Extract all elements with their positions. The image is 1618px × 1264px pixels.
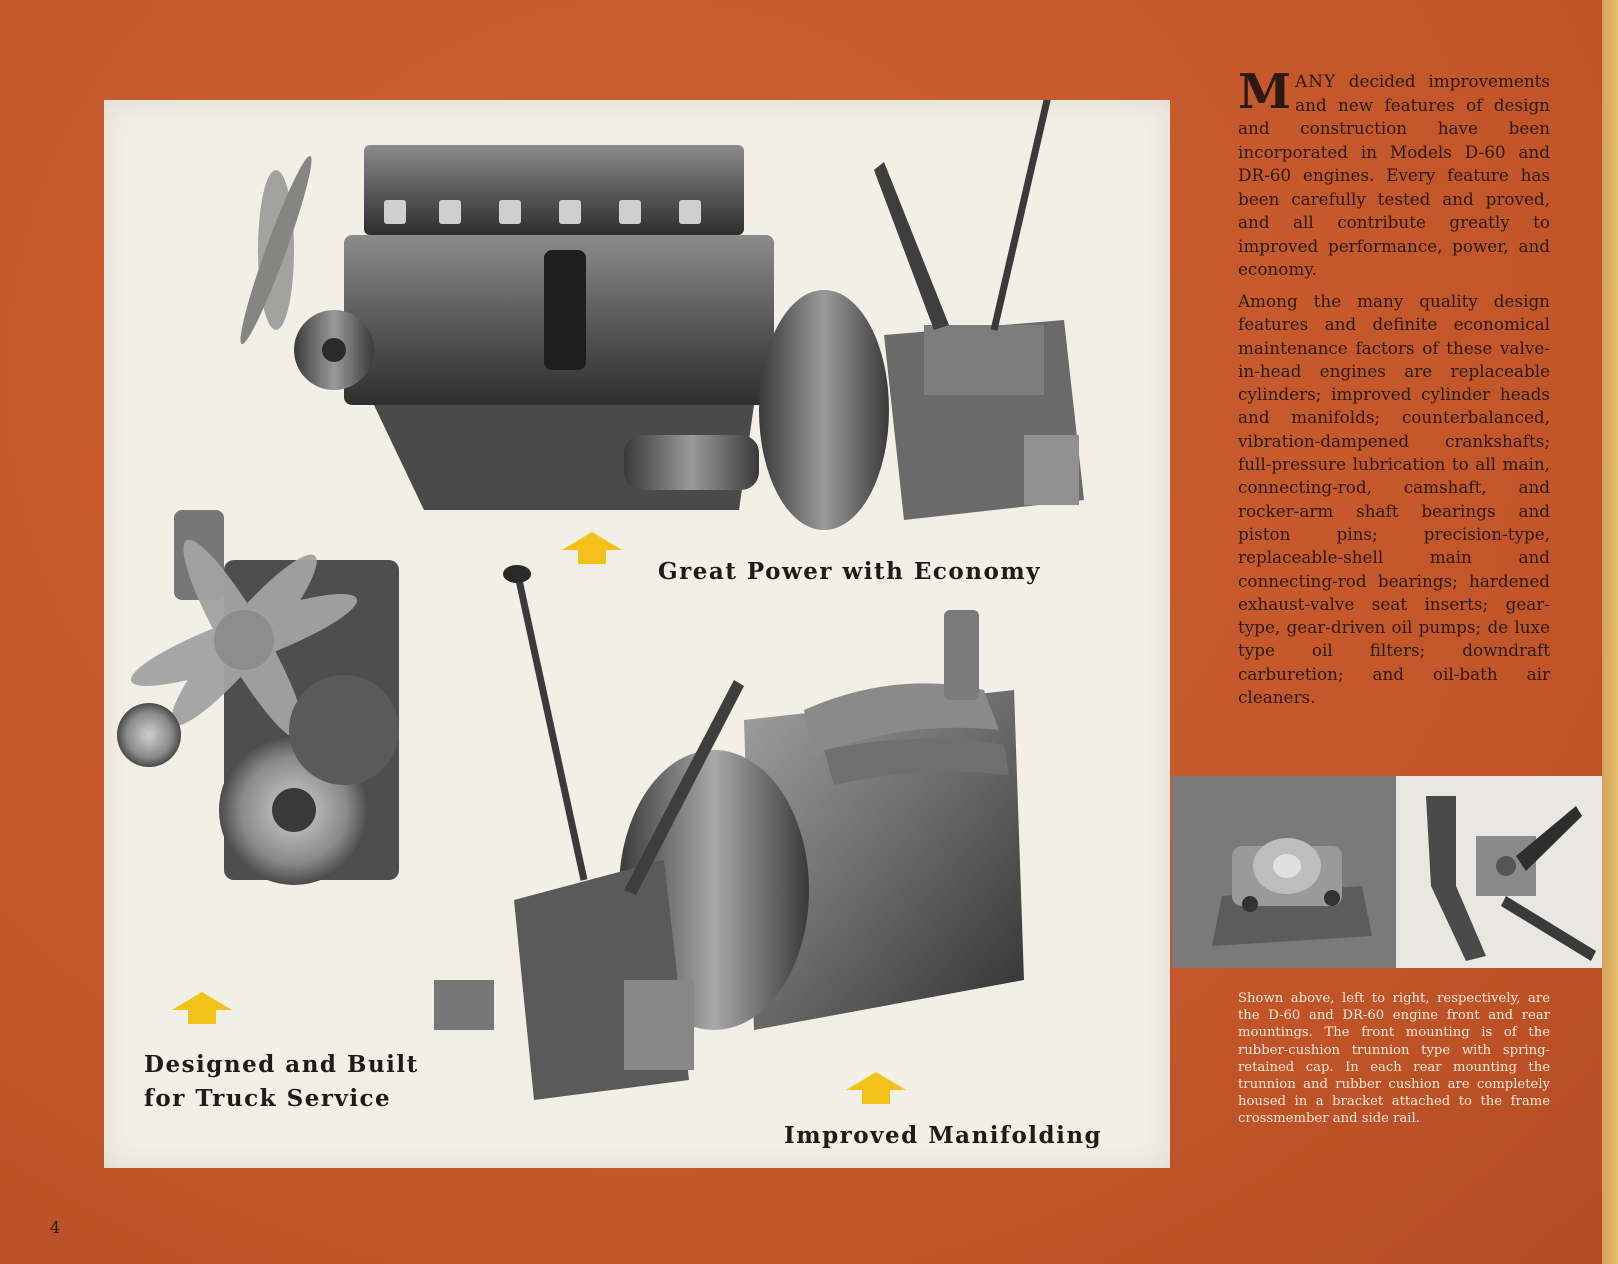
rear-mounting-image: [1396, 776, 1602, 968]
engine-side-view-image: [234, 100, 1134, 550]
engine-front-view-image: [114, 500, 414, 940]
engine-manifold-view-image: [424, 560, 1114, 1120]
arrow-designed-built-icon: [170, 990, 234, 1026]
mountings-caption: Shown above, left to right, respectively, are the D-60 and DR-60 engine front and rear mountings. The front mounting is of the rubber-cushion trunnion type with spring-retained cap. In each rear mounting the trunnion and rubber cushion are completely housed in a bracket attached to the frame crossmember and side rail.: [1238, 991, 1550, 1127]
caption-designed-line-2: for Truck Service: [144, 1085, 392, 1112]
caption-designed-line-1: Designed and Built: [144, 1051, 419, 1078]
intro-lead-word: ANY: [1295, 71, 1337, 91]
caption-designed-built: [144, 1048, 419, 1116]
dropcap-letter: M: [1238, 64, 1292, 120]
caption-great-power: Great Power with Economy: [658, 558, 1042, 585]
intro-paragraph-text: decided improvements and new features of design and construction have been incorporated in Models D-60 and DR-60 engines. Every feature has been carefully tested and proved, and all contribute greatly to improved performance, power, and economy.: [1238, 71, 1550, 279]
arrow-manifolding-icon: [844, 1070, 908, 1106]
caption-improved-manifolding: Improved Manifolding: [784, 1122, 1103, 1149]
intro-paragraph: [1238, 64, 1550, 282]
page-edge: [1602, 0, 1618, 1264]
page-number: 4: [50, 1218, 61, 1237]
engine-photo-panel: [104, 100, 1170, 1168]
arrow-great-power-icon: [560, 530, 624, 566]
features-paragraph: Among the many quality design features and definite economical maintenance factors of these valve-in-head engines are replaceable cylinders; improved cylinder heads and manifolds; counterbalanced, vibration-dampened crankshafts; full-pressure lubrication to all main, connecting-rod, camshaft, and rocker-arm shaft bearings and piston pins; precision-type, replaceable-shell main and connecting-rod bearings; hardened exhaust-valve seat inserts; gear-type, gear-driven oil pumps; de luxe type oil filters; downdraft carburetion; and oil-bath air cleaners.: [1238, 291, 1550, 708]
front-mounting-image: [1172, 776, 1396, 968]
